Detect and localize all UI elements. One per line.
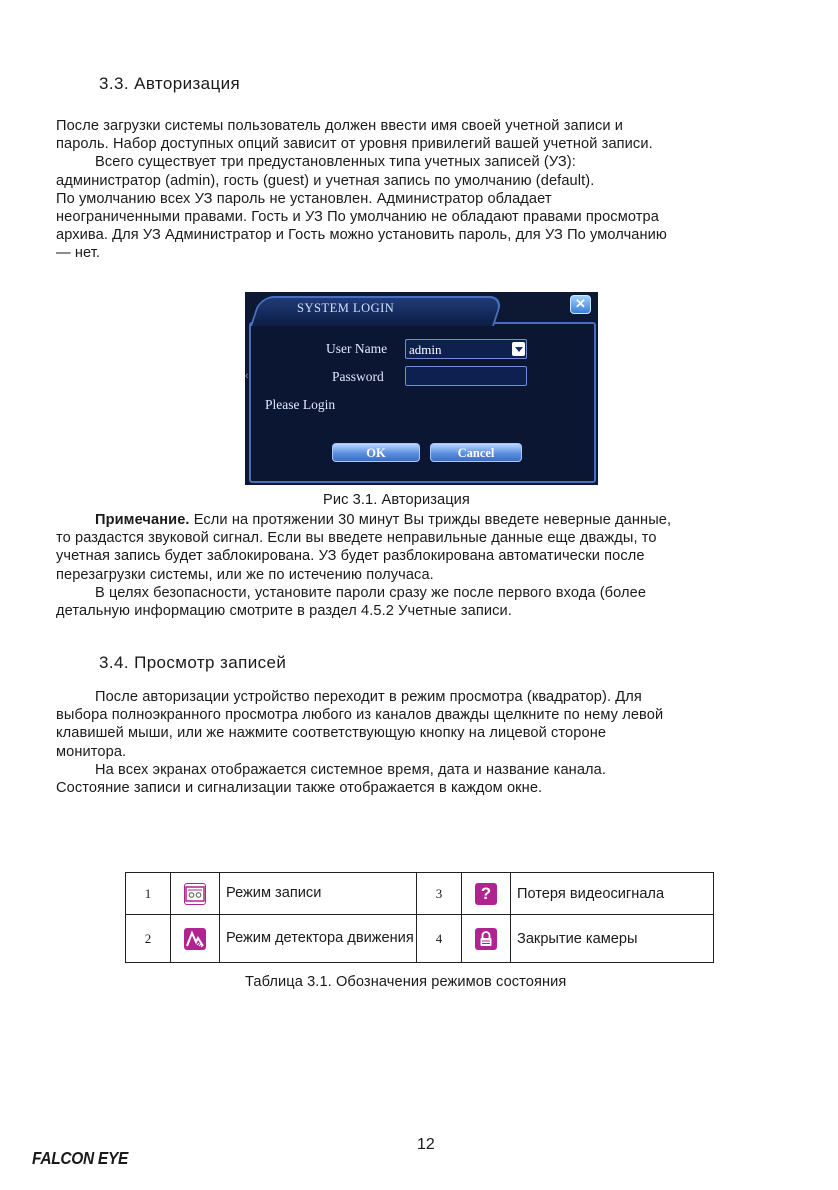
text-line: После авторизации устройство переходит в режим просмотра (квадратор). Для — [95, 689, 642, 705]
text-line: На всех экранах отображается системное время, дата и название канала. — [95, 761, 607, 778]
text-line: Всего существует три предустановленных типа учетных записей (УЗ): — [95, 154, 576, 171]
text-line: Состояние записи и сигнализации также отображается в каждом окне. — [56, 780, 543, 797]
camera-lock-icon — [475, 928, 497, 950]
status-modes-table — [125, 872, 714, 963]
table-cell-icon — [171, 873, 220, 915]
text-line: детальную информацию смотрите в раздел 4.5.2 Учетные записи. — [56, 603, 512, 620]
table-cell-label: Режим детектора движения — [220, 915, 417, 963]
text-line: — нет. — [56, 245, 101, 262]
table-cell-icon — [171, 915, 220, 963]
text-line: архива. Для УЗ Администратор и Гость можно установить пароль, для УЗ По умолчанию — [56, 227, 667, 244]
section-heading-authorization: 3.3. Авторизация — [99, 74, 241, 93]
motion-detect-icon — [184, 928, 206, 950]
chevron-down-icon[interactable] — [512, 342, 525, 356]
falcon-eye-logo: FALCON EYE — [32, 1149, 129, 1169]
dialog-title: SYSTEM LOGIN — [297, 301, 395, 315]
table-row — [126, 873, 714, 915]
text-line: учетная запись будет заблокирована. УЗ будет разблокирована автоматически после — [56, 548, 645, 565]
text-line: неограниченными правами. Гость и УЗ По умолчанию не обладают правами просмотра — [56, 209, 659, 226]
table-cell-number: 3 — [417, 873, 462, 915]
text-line: монитора. — [56, 743, 127, 760]
figure-caption: Рис 3.1. Авторизация — [323, 492, 470, 508]
table-cell-icon — [462, 915, 511, 963]
text-line: перезагрузки системы, или же по истечению получаса. — [56, 566, 434, 583]
side-arrow-icon: ‹ — [245, 370, 249, 382]
text-line: пароль. Набор доступных опций зависит от уровня привилегий вашей учетной записи. — [56, 136, 653, 153]
password-label: Password — [332, 369, 384, 384]
text-line: После загрузки системы пользователь должен ввести имя своей учетной записи и — [56, 118, 624, 134]
section-heading-view-records: 3.4. Просмотр записей — [99, 653, 287, 672]
table-cell-label: Потеря видеосигнала — [511, 873, 714, 915]
close-icon[interactable]: ✕ — [570, 295, 591, 314]
text-line: В целях безопасности, установите пароли сразу же после первого входа (более — [95, 584, 647, 601]
record-mode-icon — [184, 883, 206, 905]
text-line: выбора полноэкранного просмотра любого из каналов дважды щелкните по нему левой — [56, 707, 664, 724]
login-status-text: Please Login — [265, 397, 336, 412]
user-name-select[interactable] — [405, 339, 527, 359]
text-line: клавишей мыши, или же нажмите соответствующую кнопку на лицевой стороне — [56, 725, 607, 742]
table-cell-number: 2 — [126, 915, 171, 963]
paragraph-login-intro — [56, 117, 667, 263]
table-cell-icon — [462, 873, 511, 915]
user-name-value: admin — [409, 342, 442, 357]
table-cell-number: 4 — [417, 915, 462, 963]
ok-button[interactable]: OK — [332, 443, 420, 462]
table-cell-label: Режим записи — [220, 873, 417, 915]
page-number: 12 — [417, 1136, 435, 1153]
user-name-label: User Name — [326, 341, 388, 356]
text-line — [56, 511, 671, 529]
text-line: то раздастся звуковой сигнал. Если вы введете неправильные данные еще дважды, то — [56, 530, 657, 547]
note-text: Если на протяжении 30 минут Вы трижды введете неверные данные, — [189, 512, 672, 528]
text-line: администратор (admin), гость (guest) и учетная запись по умолчанию (default). — [56, 172, 595, 189]
video-loss-icon: ? — [475, 883, 497, 905]
password-input[interactable] — [405, 366, 527, 386]
paragraph-note — [56, 511, 671, 620]
cancel-button[interactable]: Cancel — [430, 443, 522, 462]
table-row — [126, 915, 714, 963]
table-cell-number: 1 — [126, 873, 171, 915]
text-line: По умолчанию всех УЗ пароль не установлен. Администратор обладает — [56, 190, 552, 207]
note-label: Примечание. — [95, 512, 190, 528]
table-caption: Таблица 3.1. Обозначения режимов состояния — [245, 974, 567, 990]
system-login-dialog — [245, 292, 598, 485]
paragraph-view-records — [56, 688, 663, 797]
table-cell-label: Закрытие камеры — [511, 915, 714, 963]
